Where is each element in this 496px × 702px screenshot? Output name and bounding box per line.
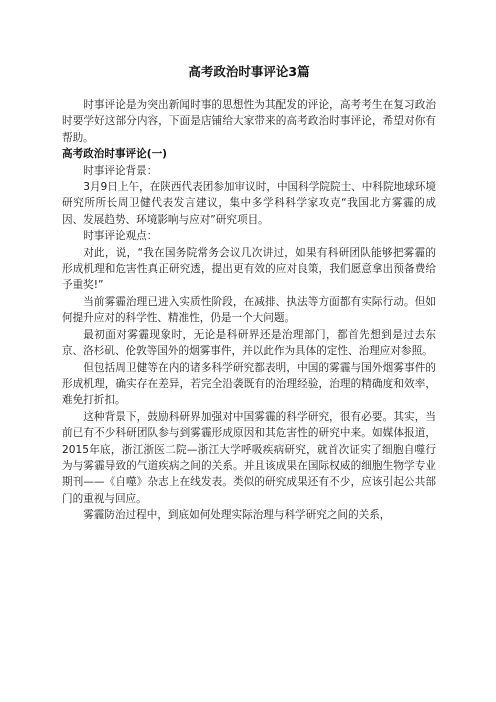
paragraph-body: 这种背景下，鼓励科研界加强对中国雾霾的科学研究，很有必要。其实，当前已有不少科研团队参与到雾霾形成原因和其危害性的研究中来。如媒体报道，2015年底，浙江浙医二院—浙江大学呼吸疾病研究，就首次证实了细胞自噬行为与雾霾导致的气道疾病之间的关系。并且该成果在国际权威的细胞生物学专业期刊——《自噬》杂志上在线发表。类似的研究成果还有不少，应该引起公共部门的重视与回应。 — [62, 410, 436, 505]
paragraph-background: 3月9日上午，在陕西代表团参加审议时，中国科学院院士、中科院地球环境研究所所长周卫健代表发言建议，集中多学科科学家攻克“我国北方雾霾的成因、发展趋势、环境影响与应对”研究项目。 — [62, 181, 436, 226]
paragraph-viewpoint-label: 时事评论观点： — [83, 230, 158, 243]
paragraph-body: 最初面对雾霾现象时，无论是科研界还是治理部门，都首先想到是过去东京、洛杉矶、伦敦等国外的烟雾事件，并以此作为具体的定性、治理应对参照。 — [62, 328, 436, 358]
paragraph-body: 当前雾霾治理已进入实质性阶段，在减排、执法等方面都有实际行动。但如何提升应对的科学性、精准性，仍是一个大问题。 — [62, 295, 436, 325]
intro-paragraph: 时事评论是为突出新闻时事的思想性为其配发的评论，高考考生在复习政治时要学好这部分内容，下面是店铺给大家带来的高考政治时事评论，希望对你有帮助。 — [62, 99, 436, 144]
paragraph-background-label: 时事评论背景： — [83, 164, 158, 177]
document-title: 高考政治时事评论3篇 — [188, 64, 310, 79]
section-heading: 高考政治时事评论(一) — [62, 148, 168, 161]
paragraph-body: 雾霾防治过程中，到底如何处理实际治理与科学研究之间的关系， — [83, 509, 391, 522]
paragraph-viewpoint: 对此，说，“我在国务院常务会议几次讲过，如果有科研团队能够把雾霾的形成机理和危害性真正研究透，提出更有效的应对良策，我们愿意拿出预备费给予重奖!” — [62, 246, 436, 292]
paragraph-body: 但包括周卫健等在内的诸多科学研究都表明，中国的雾霾与国外烟雾事件的形成机理，确实存在差异，若完全沿袭既有的治理经验，治理的精确度和效率，难免打折扣。 — [62, 361, 436, 407]
